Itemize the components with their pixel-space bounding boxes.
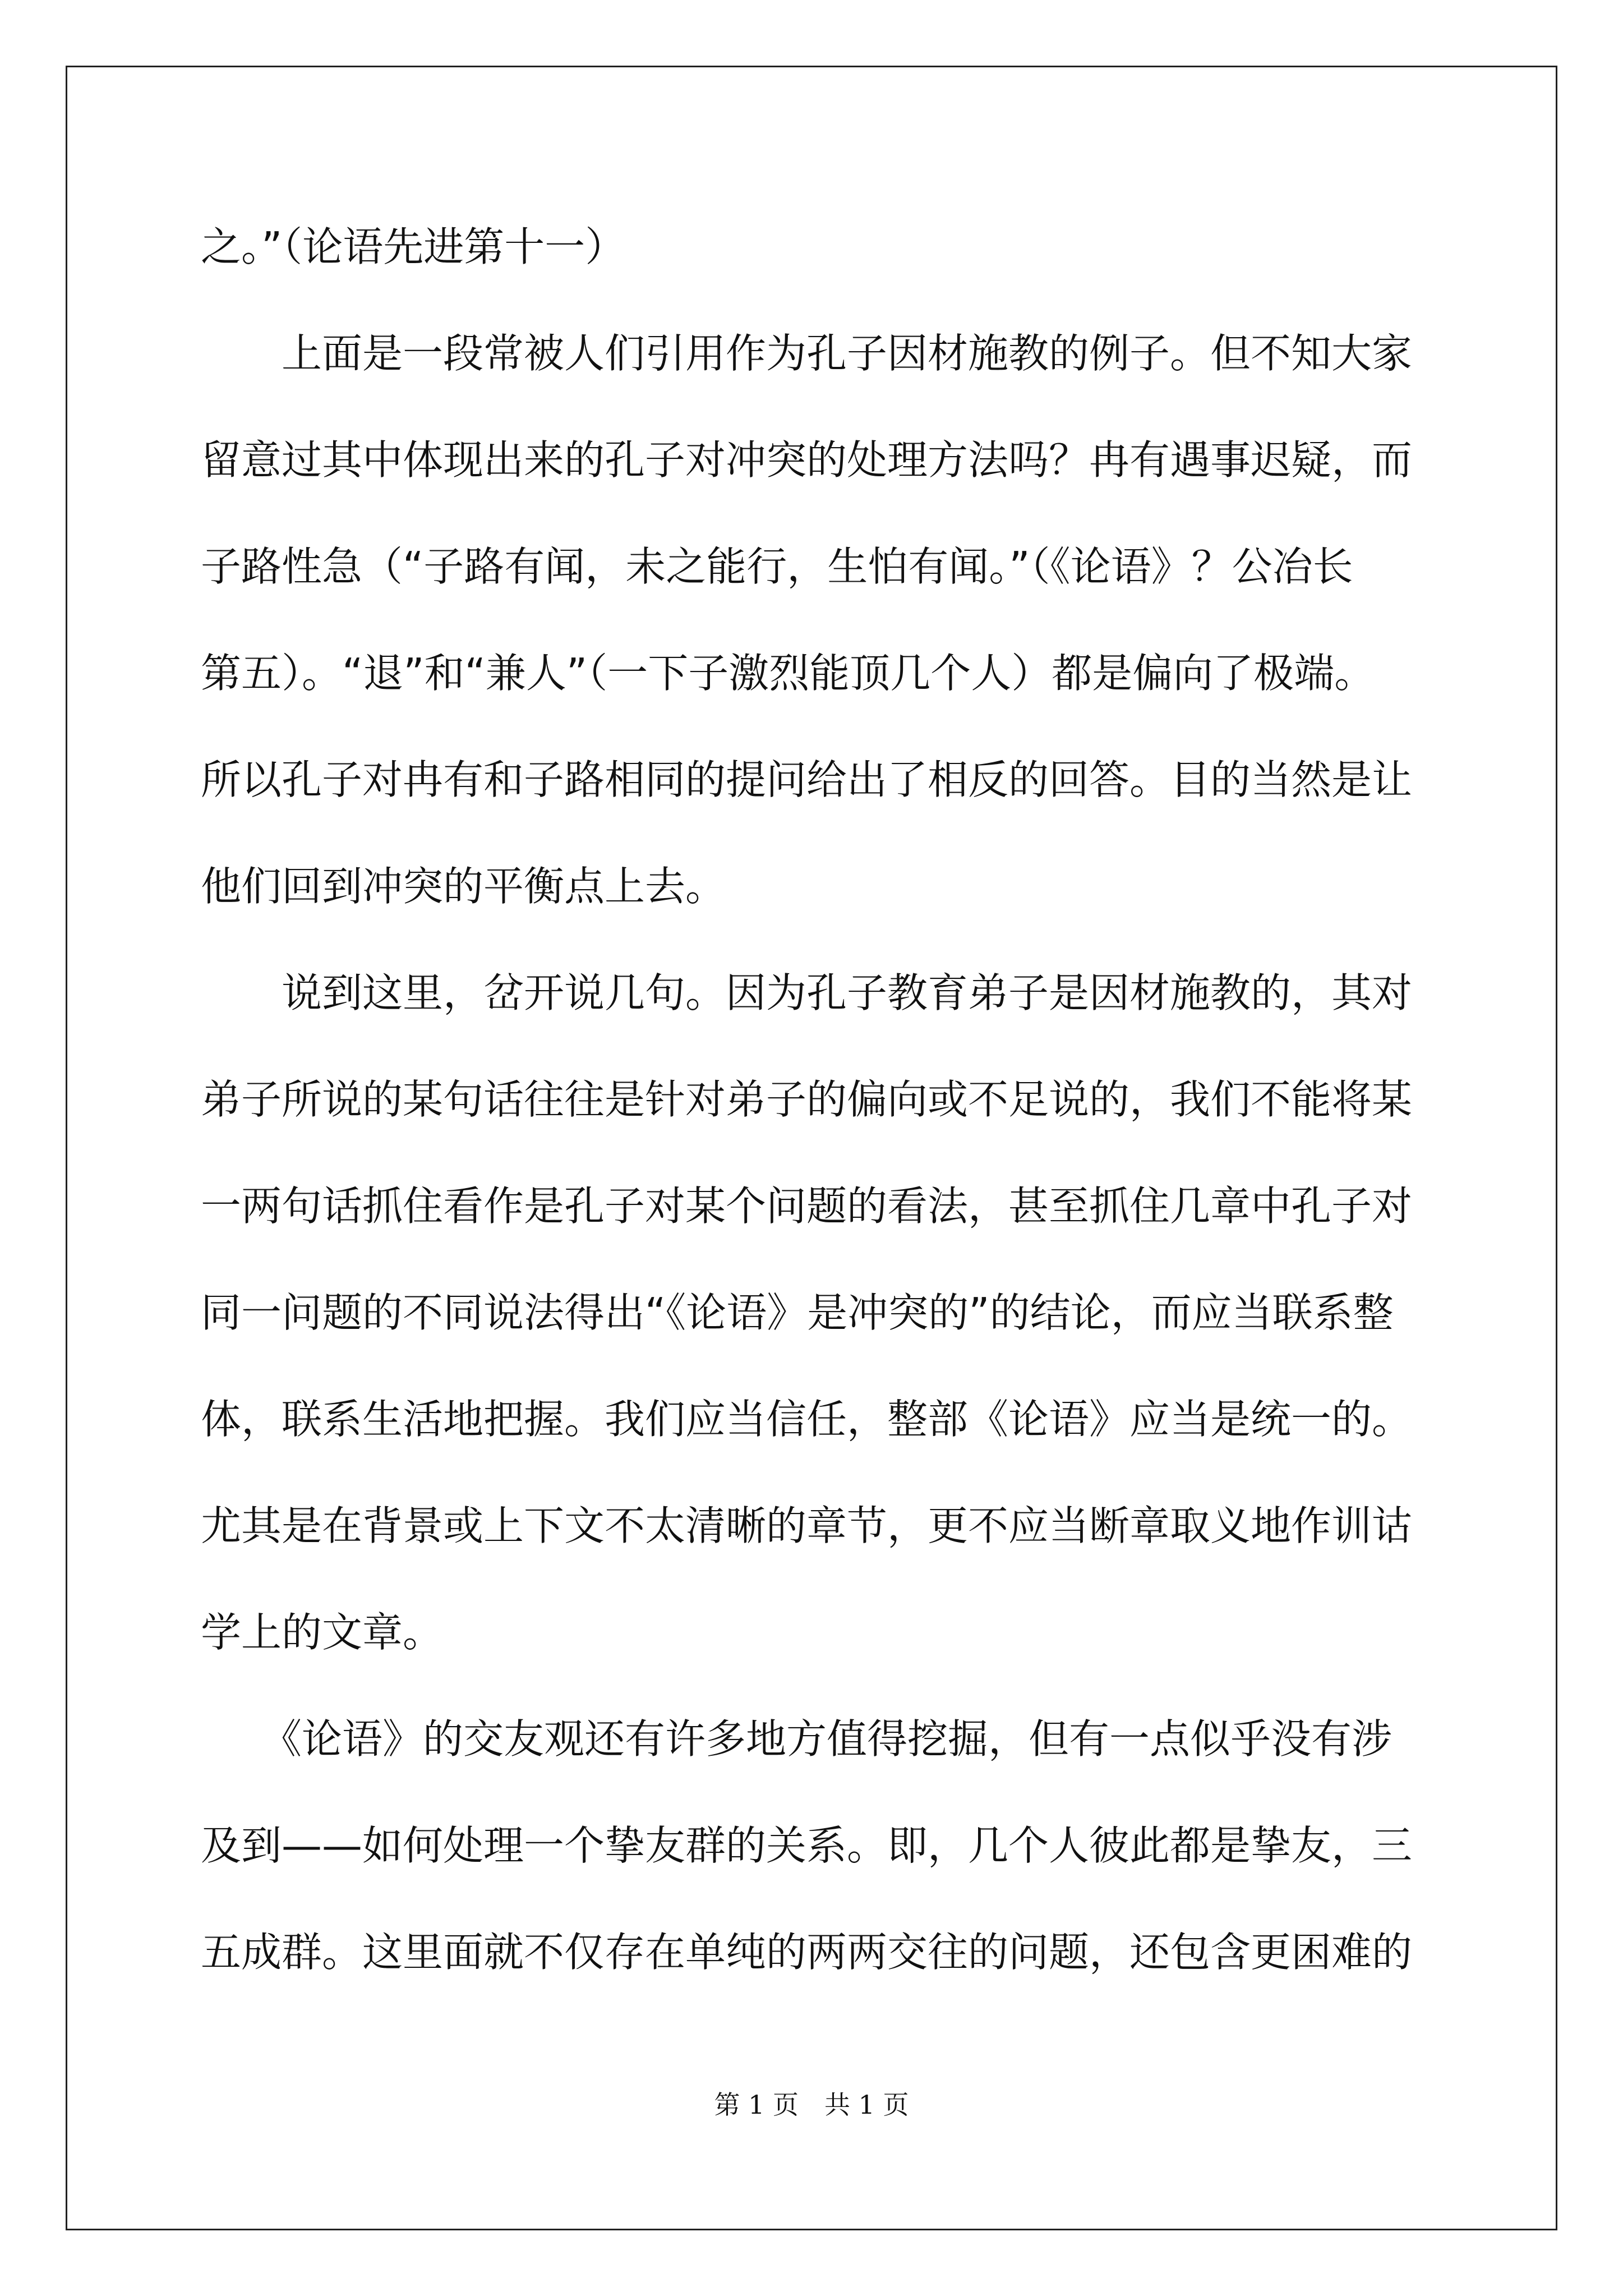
text-line: 他们回到冲突的平衡点上去。 [201,863,726,910]
text-line: 留意过其中体现出来的孔子对冲突的处理方法吗？冉有遇事迟疑，而 [201,436,1413,484]
text-line: 所以孔子对冉有和子路相同的提问给出了相反的回答。目的当然是让 [201,756,1413,803]
text-line: 之。”（论语先进第十一） [201,223,626,270]
text-line: 第五）。“退”和“兼人”（一下子激烈能顶几个人）都是偏向了极端。 [201,650,1375,697]
text-line: 一两句话抓住看作是孔子对某个问题的看法，甚至抓住几章中孔子对 [201,1182,1413,1230]
text-line: 弟子所说的某句话往往是针对弟子的偏向或不足说的，我们不能将某 [201,1076,1413,1123]
text-line: 说到这里，岔开说几句。因为孔子教育弟子是因材施教的，其对 [201,969,1413,1016]
text-line: 上面是一段常被人们引用作为孔子因材施教的例子。但不知大家 [201,330,1413,377]
text-line: 五成群。这里面就不仅存在单纯的两两交往的问题，还包含更困难的 [201,1929,1413,1976]
text-line: 学上的文章。 [201,1609,444,1656]
text-line: 尤其是在背景或上下文不太清晰的章节，更不应当断章取义地作训诂 [201,1502,1413,1549]
text-line: 同一问题的不同说法得出“《论语》是冲突的”的结论，而应当联系整 [201,1289,1394,1336]
text-line: 《论语》的交友观还有许多地方值得挖掘，但有一点似乎没有涉 [201,1715,1393,1763]
page-footer: 第 1 页 共 1 页 [714,2090,909,2120]
text-line: 子路性急（“子路有闻，未之能行，生怕有闻。”（《论语》？公冶长 [201,543,1353,590]
text-line: 及到——如何处理一个挚友群的关系。即，几个人彼此都是挚友，三 [201,1822,1413,1869]
text-line: 体，联系生活地把握。我们应当信任，整部《论语》应当是统一的。 [201,1396,1413,1443]
document-body [201,213,1446,2025]
